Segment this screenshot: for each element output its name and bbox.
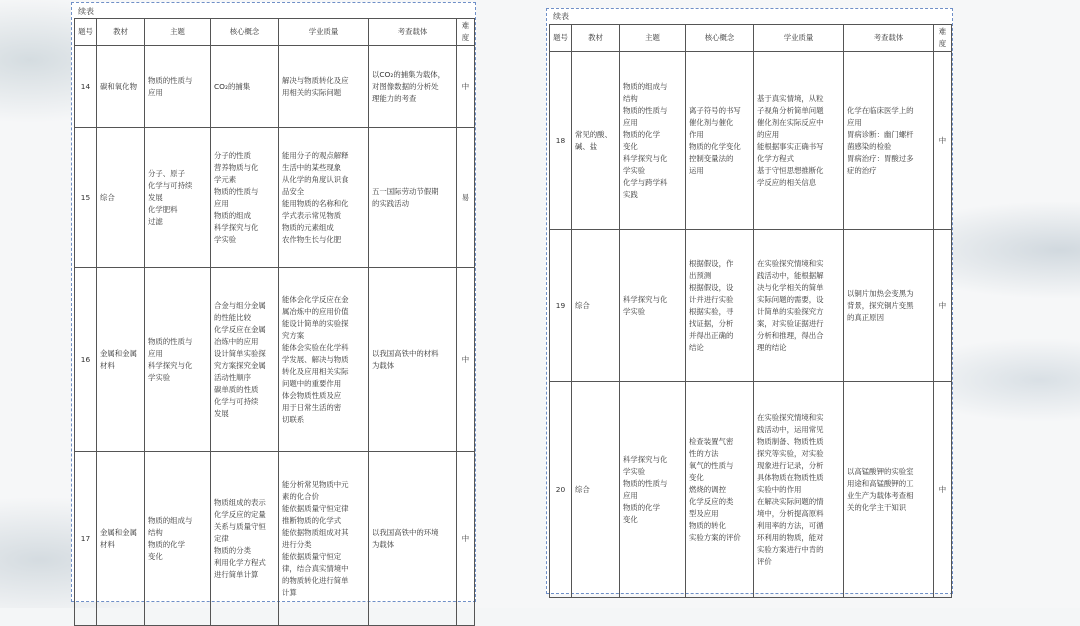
- table-row: [75, 452, 475, 626]
- header-quality: 学业质量: [754, 25, 844, 52]
- theme-cell: 分子、原子 化学与可持续 发展 化学肥料 过滤: [145, 128, 211, 268]
- difficulty-cell: 中: [457, 46, 475, 128]
- concept-cell: 根据假设，作 出预测 根据假设，设 计并进行实验 根据实验，寻 找证据，分析 并得出正确的 结论: [686, 230, 754, 382]
- quality-cell: 在实验探究情境和实 践活动中，能根据解 决与化学相关的简单 实际问题的需要，设 计简单的实验探究方 案，对实验证据进行 分析和推理，得出合 理的结论: [754, 230, 844, 382]
- question-number: 16: [75, 268, 97, 452]
- carrier-cell: 五一国际劳动节假期 的实践活动: [369, 128, 457, 268]
- header-carrier: 考查载体: [844, 25, 934, 52]
- quality-cell: 能分析常见物质中元 素的化合价 能依据质量守恒定律 推断物质的化学式 能依据物质组成对其 进行分类 能依据质量守恒定 律，结合真实情境中 的物质转化进行简单 计算: [279, 452, 369, 626]
- header-no: 题号: [75, 19, 97, 46]
- header-carrier: 考查载体: [369, 19, 457, 46]
- left-exam-table: [74, 18, 475, 626]
- header-material: 教材: [97, 19, 145, 46]
- table-header-row: [75, 19, 475, 46]
- quality-cell: 能体会化学反应在金 属冶炼中的应用价值 能设计简单的实验探 究方案 能体会实验在化学科 学发展、解决与物质 转化及应用相关实际 问题中的重要作用 体会物质性质及应 用于日常生活的密 切联系: [279, 268, 369, 452]
- concept-cell: 物质组成的表示 化学反应的定量 关系与质量守恒 定律 物质的分类 利用化学方程式 进行简单计算: [211, 452, 279, 626]
- material-cell: 综合: [572, 230, 620, 382]
- carrier-cell: 以我国高铁中的环境 为载体: [369, 452, 457, 626]
- question-number: 19: [550, 230, 572, 382]
- carrier-cell: 以我国高铁中的材料 为载体: [369, 268, 457, 452]
- material-cell: 常见的酸、 碱、盐: [572, 52, 620, 230]
- question-number: 15: [75, 128, 97, 268]
- header-theme: 主题: [620, 25, 686, 52]
- theme-cell: 科学探究与化 学实验: [620, 230, 686, 382]
- carrier-cell: 以高锰酸钾的实验室 用途和高锰酸钾的工 业生产为载体考查相 关的化学主干知识: [844, 382, 934, 598]
- theme-cell: 物质的性质与 应用 科学探究与化 学实验: [145, 268, 211, 452]
- quality-cell: 基于真实情境，从粒 子视角分析简单问题 催化剂在实际反应中 的应用 能根据事实正确书写 化学方程式 基于守恒思想推断化 学反应的相关信息: [754, 52, 844, 230]
- carrier-cell: 以铜片加热会变黑为 背景，探究铜片变黑 的真正原因: [844, 230, 934, 382]
- right-document-page: [546, 8, 953, 594]
- header-difficulty: 难度: [457, 19, 475, 46]
- table-header-row: [550, 25, 952, 52]
- theme-cell: 物质的组成与 结构 物质的化学 变化: [145, 452, 211, 626]
- difficulty-cell: 中: [934, 52, 952, 230]
- table-row: [550, 382, 952, 598]
- header-quality: 学业质量: [279, 19, 369, 46]
- table-row: [75, 268, 475, 452]
- material-cell: 碳和氧化物: [97, 46, 145, 128]
- right-exam-table: [549, 24, 952, 598]
- difficulty-cell: 中: [457, 268, 475, 452]
- header-theme: 主题: [145, 19, 211, 46]
- carrier-cell: 以CO₂的捕集为载体， 对图像数据的分析处 理能力的考查: [369, 46, 457, 128]
- quality-cell: 解决与物质转化及应 用相关的实际问题: [279, 46, 369, 128]
- difficulty-cell: 中: [934, 230, 952, 382]
- table-row: [75, 128, 475, 268]
- concept-cell: 分子的性质 营养物质与化 学元素 物质的性质与 应用 物质的组成 科学探究与化 学实验: [211, 128, 279, 268]
- carrier-cell: 化学在临床医学上的 应用 胃病诊断：幽门螺杆 菌感染的检验 胃病治疗：胃酸过多 症的治疗: [844, 52, 934, 230]
- header-concept: 核心概念: [211, 19, 279, 46]
- concept-cell: 合金与组分金属 的性能比较 化学反应在金属 冶炼中的应用 设计简单实验探 究方案探究金属 活动性顺序 碳单质的性质 化学与可持续 发展: [211, 268, 279, 452]
- table-row: [550, 52, 952, 230]
- question-number: 20: [550, 382, 572, 598]
- header-material: 教材: [572, 25, 620, 52]
- concept-cell: CO₂的捕集: [211, 46, 279, 128]
- quality-cell: 能用分子的观点解释 生活中的某些现象 从化学的角度认识食 品安全 能用物质的名称和化 学式表示常见物质 物质的元素组成 农作物生长与化肥: [279, 128, 369, 268]
- material-cell: 金属和金属 材料: [97, 268, 145, 452]
- material-cell: 综合: [572, 382, 620, 598]
- header-difficulty: 难度: [934, 25, 952, 52]
- continued-label: 续表: [553, 12, 569, 21]
- theme-cell: 物质的组成与 结构 物质的性质与 应用 物质的化学 变化 科学探究与化 学实验 化学与跨学科 实践: [620, 52, 686, 230]
- difficulty-cell: 中: [934, 382, 952, 598]
- question-number: 17: [75, 452, 97, 626]
- table-row: [75, 46, 475, 128]
- continued-label: 续表: [78, 7, 94, 16]
- material-cell: 金属和金属 材料: [97, 452, 145, 626]
- difficulty-cell: 易: [457, 128, 475, 268]
- question-number: 14: [75, 46, 97, 128]
- quality-cell: 在实验探究情境和实 践活动中，运用常见 物质制备、物质性质 探究等实验，对实验 现象进行记录，分析 具体物质在物质性质 实验中的作用 在解决实际问题的情 境中，分析提高原料 利用率的方法，可循 环利用的物质，能对 实验方案进行中肯的 评价: [754, 382, 844, 598]
- header-concept: 核心概念: [686, 25, 754, 52]
- theme-cell: 物质的性质与 应用: [145, 46, 211, 128]
- left-document-page: [71, 2, 476, 602]
- header-no: 题号: [550, 25, 572, 52]
- material-cell: 综合: [97, 128, 145, 268]
- concept-cell: 检查装置气密 性的方法 氧气的性质与 变化 燃烧的调控 化学反应的类 型及应用 物质的转化 实验方案的评价: [686, 382, 754, 598]
- table-row: [550, 230, 952, 382]
- question-number: 18: [550, 52, 572, 230]
- difficulty-cell: 中: [457, 452, 475, 626]
- concept-cell: 离子符号的书写 催化剂与催化 作用 物质的化学变化 控制变量法的 运用: [686, 52, 754, 230]
- theme-cell: 科学探究与化 学实验 物质的性质与 应用 物质的化学 变化: [620, 382, 686, 598]
